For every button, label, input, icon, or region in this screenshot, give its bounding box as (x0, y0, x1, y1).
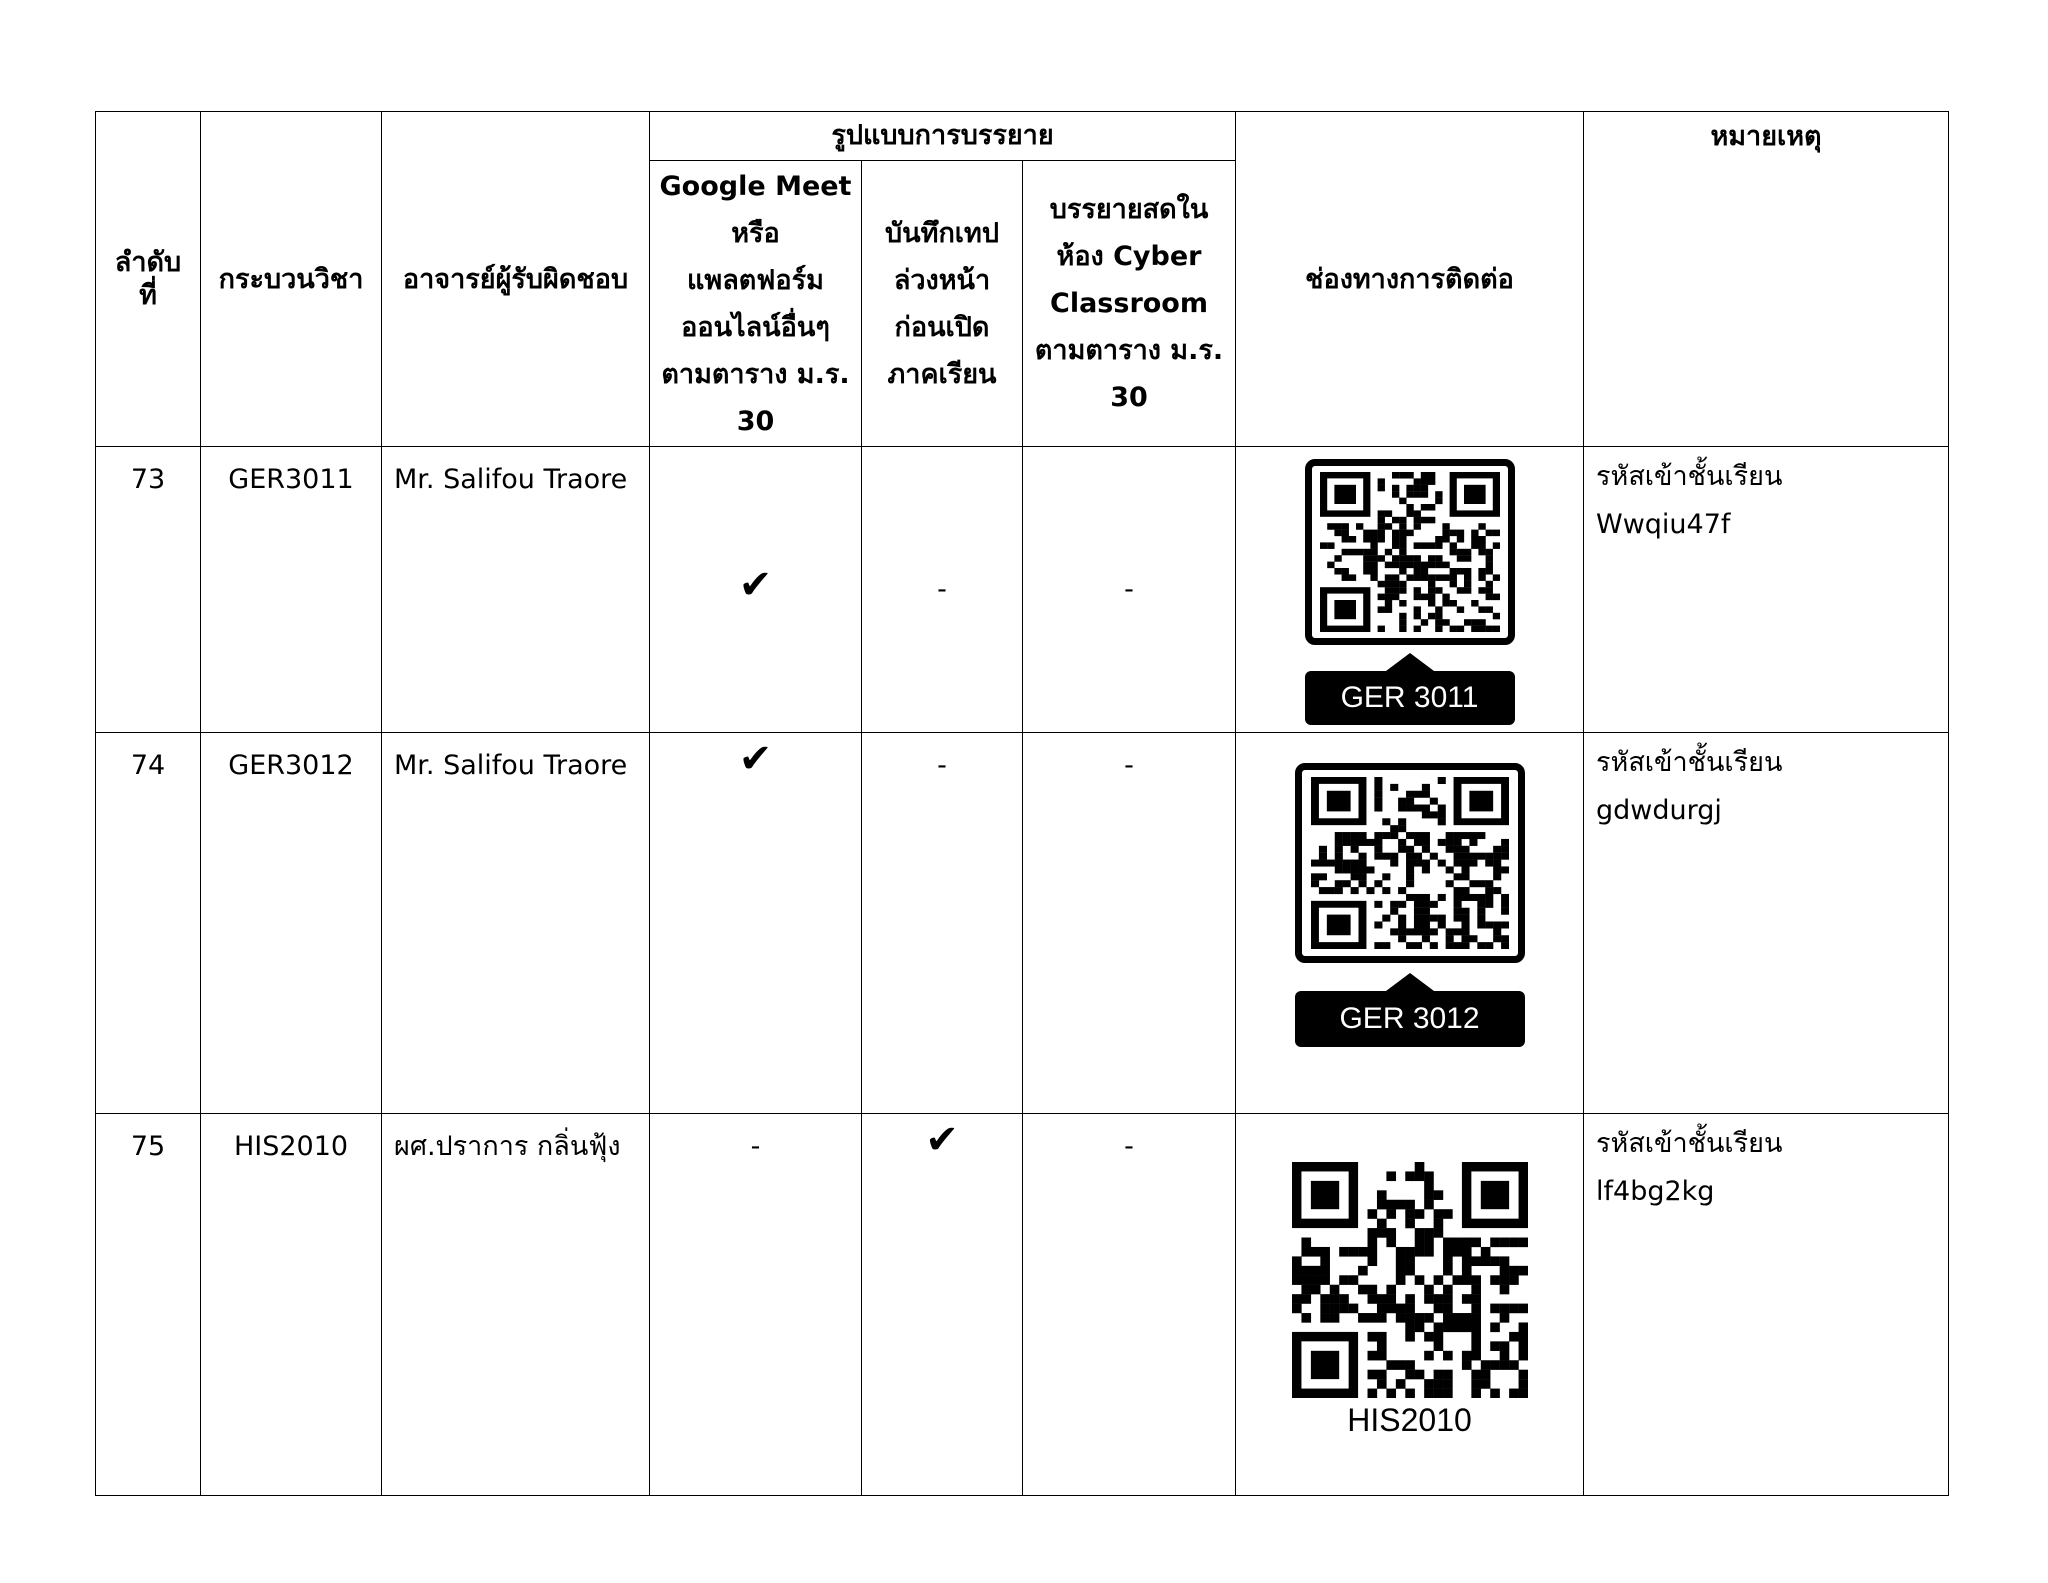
row-lecturer-cell (382, 447, 650, 733)
remark-label: รหัสเข้าชั้นเรียน (1596, 461, 1783, 492)
row-contact-cell (1236, 733, 1584, 1114)
row-contact-cell (1236, 1114, 1584, 1496)
header-contact: ช่องทางการติดต่อ (1236, 112, 1584, 447)
class-code: Wwqiu47f (1596, 509, 1731, 540)
qr-code-icon (1295, 763, 1525, 963)
header-live-line: 30 (1110, 382, 1148, 413)
row-remark-cell (1584, 447, 1949, 733)
header-online-line: แพลตฟอร์ม (687, 264, 824, 296)
row-contact-cell (1236, 447, 1584, 733)
remark-label: รหัสเข้าชั้นเรียน (1596, 747, 1783, 778)
row-online-cell (650, 1114, 862, 1496)
row-lecturer-cell (382, 1114, 650, 1496)
row-online: - (750, 1131, 761, 1162)
table-row (96, 447, 1949, 733)
header-online-line: หรือ (731, 217, 780, 249)
header-course: กระบวนวิชา (201, 112, 382, 447)
row-recorded-cell (862, 447, 1023, 733)
remark-label: รหัสเข้าชั้นเรียน (1596, 1128, 1783, 1159)
header-remark: หมายเหตุ (1584, 112, 1949, 447)
row-no-cell (96, 1114, 201, 1496)
row-no-cell (96, 733, 201, 1114)
row-live-cell (1023, 447, 1236, 733)
header-online-line: 30 (736, 405, 775, 437)
table-row (96, 1114, 1949, 1496)
row-recorded-cell (862, 1114, 1023, 1496)
header-format-live (1023, 161, 1236, 447)
header-no (96, 112, 201, 447)
row-lecturer: Mr. Salifou Traore (394, 464, 628, 495)
check-mark-icon: ✔ (738, 562, 773, 608)
row-remark-cell (1584, 1114, 1949, 1496)
header-recorded-line: ก่อนเปิด (894, 311, 990, 343)
row-live-cell (1023, 733, 1236, 1114)
course-schedule-table (95, 111, 1949, 1496)
qr-label: GER 3011 (1305, 671, 1515, 725)
row-recorded-cell (862, 733, 1023, 1114)
row-course-cell (201, 447, 382, 733)
row-live-cell (1023, 1114, 1236, 1496)
qr-code-icon (1305, 459, 1515, 645)
row-remark-cell (1584, 733, 1949, 1114)
qr-label: GER 3012 (1295, 991, 1525, 1047)
row-recorded: - (937, 750, 947, 781)
check-mark-icon: ✔ (738, 736, 773, 782)
row-no: 74 (130, 750, 166, 781)
header-format-online (650, 161, 862, 447)
row-course: GER3011 (228, 464, 354, 495)
header-no-line2: ที่ (139, 280, 157, 311)
header-online-line: Google Meet (659, 170, 852, 202)
header-online-line: ออนไลน์อื่นๆ (681, 311, 830, 343)
header-online-line: ตามตาราง ม.ร. (661, 358, 850, 390)
row-live: - (1124, 1131, 1134, 1162)
row-online-cell (650, 733, 862, 1114)
row-recorded: - (937, 574, 947, 605)
row-lecturer: Mr. Salifou Traore (394, 750, 628, 781)
class-code: lf4bg2kg (1596, 1176, 1715, 1207)
header-live-line: Classroom (1050, 288, 1208, 319)
header-live-line: ตามตาราง ม.ร. (1034, 335, 1224, 366)
row-no: 73 (130, 464, 166, 495)
header-no-line1: ลำดับ (114, 247, 182, 278)
row-course-cell (201, 733, 382, 1114)
row-course: HIS2010 (233, 1131, 349, 1162)
row-lecturer-cell (382, 733, 650, 1114)
row-course-cell (201, 1114, 382, 1496)
header-lecturer: อาจารย์ผู้รับผิดชอบ (382, 112, 650, 447)
check-mark-icon: ✔ (925, 1117, 959, 1163)
header-live-line: บรรยายสดใน (1049, 194, 1209, 225)
qr-code-icon (1292, 1162, 1528, 1398)
header-recorded-line: ล่วงหน้า (893, 264, 991, 296)
header-format-group: รูปแบบการบรรยาย (650, 112, 1236, 161)
header-recorded-line: ภาคเรียน (887, 358, 997, 390)
row-online-cell (650, 447, 862, 733)
row-live: - (1124, 750, 1134, 781)
row-no-cell (96, 447, 201, 733)
row-live: - (1124, 574, 1134, 605)
class-code: gdwdurgj (1596, 795, 1722, 826)
row-no: 75 (130, 1131, 166, 1162)
table-row (96, 733, 1949, 1114)
header-format-recorded (862, 161, 1023, 447)
row-lecturer: ผศ.ปราการ กลิ่นฟุ้ง (394, 1131, 621, 1162)
header-recorded-line: บันทึกเทป (885, 217, 999, 249)
row-course: GER3012 (228, 750, 354, 781)
header-live-line: ห้อง Cyber (1056, 241, 1202, 272)
qr-label: HIS2010 (1347, 1402, 1472, 1438)
